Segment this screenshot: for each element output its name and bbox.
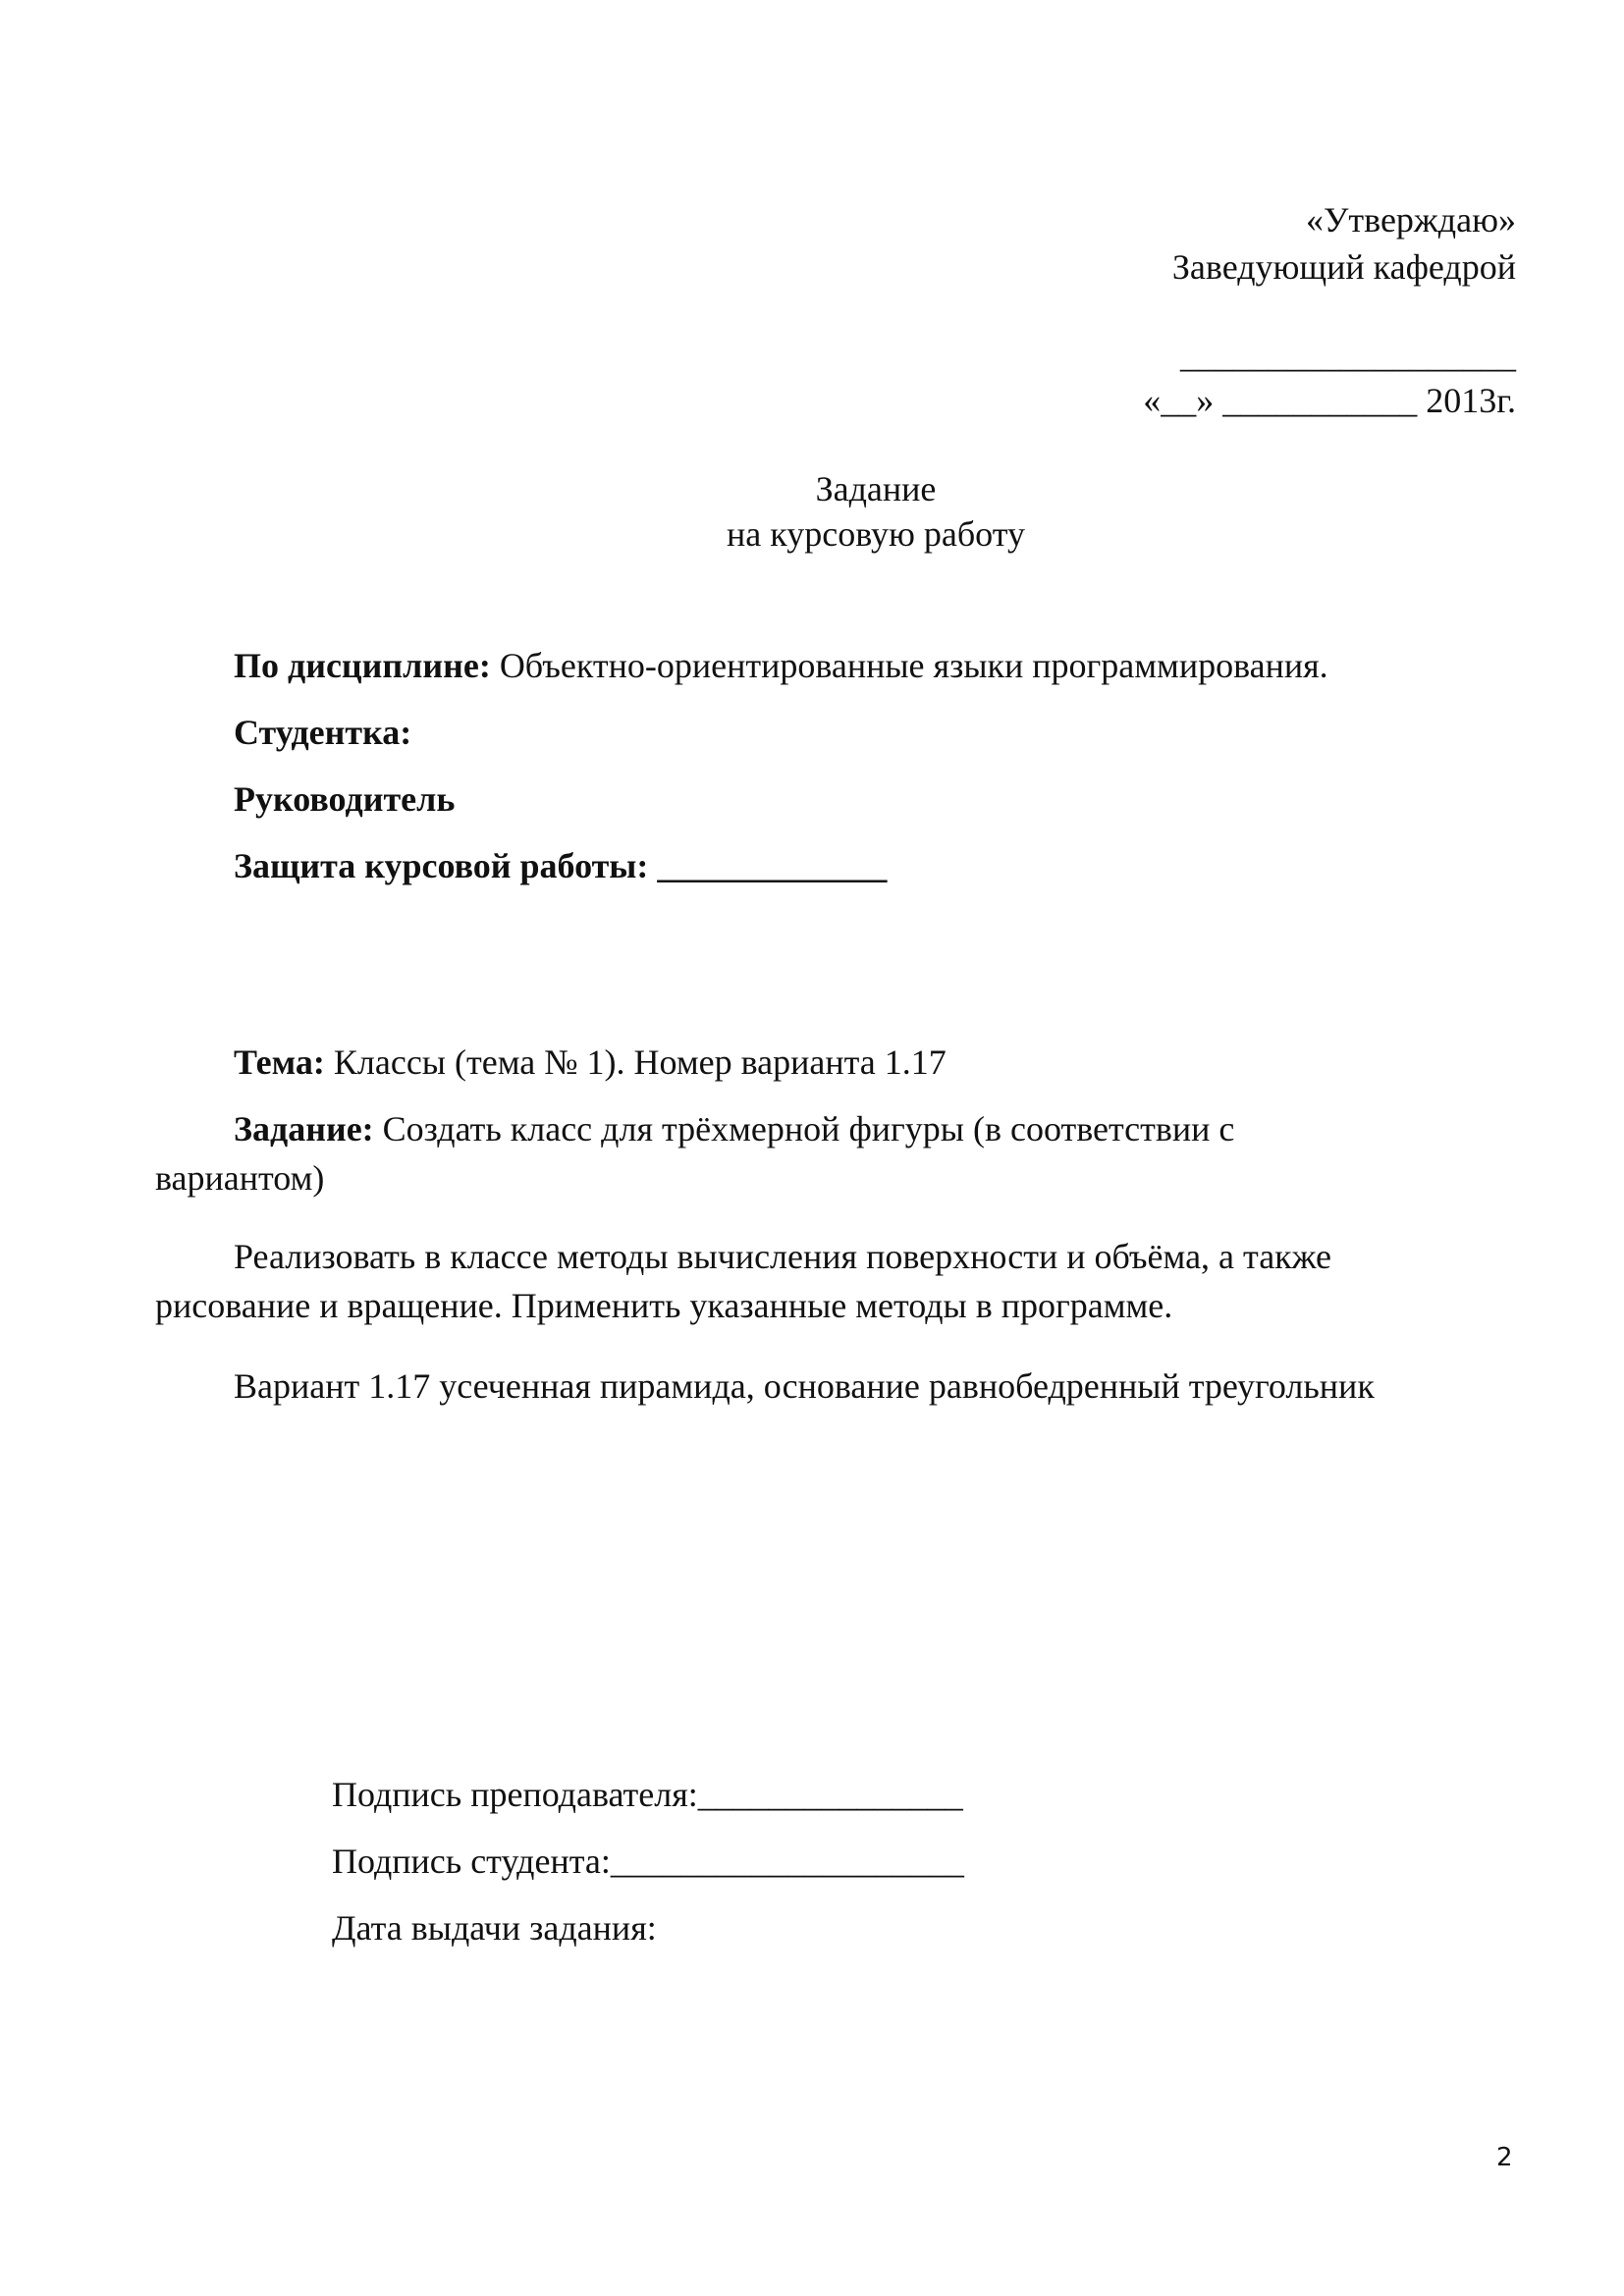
discipline-value: Объектно-ориентированные языки программирования. (490, 646, 1328, 685)
page-number: 2 (1496, 2143, 1513, 2172)
issue-date-line: Дата выдачи задания: (332, 1908, 657, 1948)
topic-value: Классы (тема № 1). Номер варианта 1.17 (324, 1042, 947, 1082)
approval-position: Заведующий кафедрой (1171, 247, 1516, 287)
defense-label: Защита курсовой работы: _____________ (234, 846, 888, 885)
discipline-label: По дисциплине: (234, 646, 491, 685)
heading-line-1: Задание (815, 469, 937, 508)
task-label: Задание: (234, 1109, 374, 1148)
topic-label: Тема: (234, 1042, 325, 1082)
supervisor-label: Руководитель (234, 779, 456, 819)
teacher-signature-line: Подпись преподавателя:_______________ (332, 1775, 963, 1814)
task-value-line-1: Создать класс для трёхмерной фигуры (в соответствии с (373, 1109, 1235, 1148)
student-label: Студентка: (234, 713, 412, 752)
task-value-line-2: вариантом) (155, 1158, 325, 1198)
approval-signature-line: ___________________ (1180, 336, 1516, 375)
task-line-1 (234, 1107, 1234, 1150)
heading-line-2: на курсовую работу (727, 514, 1025, 554)
approval-date-line: «__» ___________ 2013г. (1143, 381, 1516, 420)
discipline-line (234, 644, 1328, 687)
approval-title: «Утверждаю» (1305, 200, 1516, 240)
variant-line: Вариант 1.17 усеченная пирамида, основание равнобедренный треугольник (234, 1366, 1375, 1406)
student-signature-line: Подпись студента:____________________ (332, 1842, 964, 1881)
topic-line (234, 1041, 947, 1084)
task-paragraph-2-line-2: рисование и вращение. Применить указанные методы в программе. (155, 1286, 1173, 1325)
task-paragraph-2-line-1: Реализовать в классе методы вычисления поверхности и объёма, а также (234, 1237, 1332, 1276)
